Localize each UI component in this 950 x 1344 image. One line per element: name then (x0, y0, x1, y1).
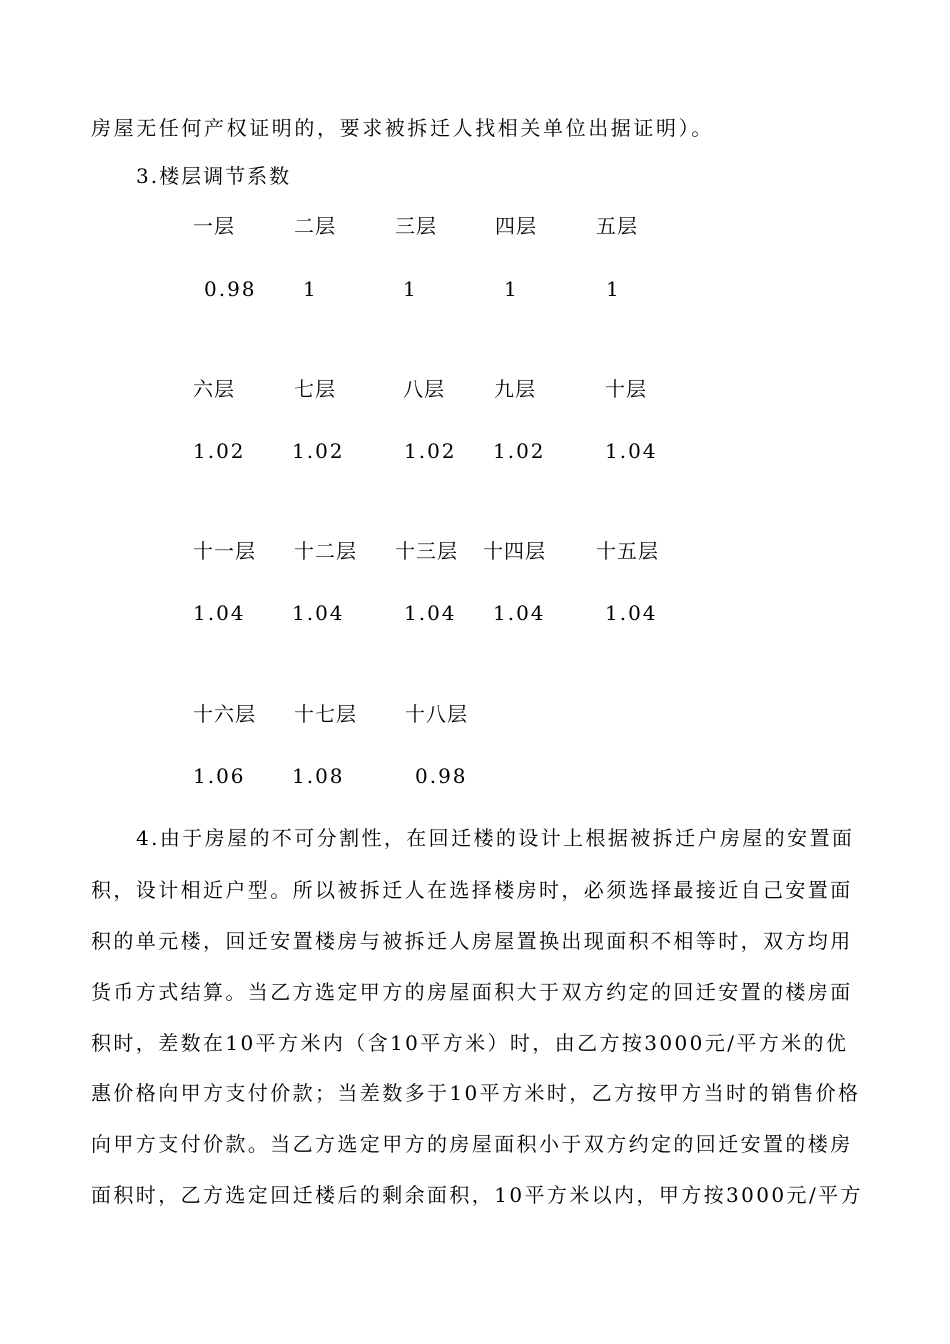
section4-line: 积，设计相近户型。所以被拆迁人在选择楼房时，必须选择最接近自己安置面 (91, 878, 853, 902)
floor-coefficient-value: 1.02 (292, 439, 345, 463)
floor-coefficient-value: 1 (403, 277, 418, 301)
section4-line: 积时，差数在10平方米内（含10平方米）时，由乙方按3000元/平方米的优 (91, 1031, 849, 1055)
floor-coefficient-value: 1.06 (193, 764, 246, 788)
floor-coefficient-value: 1.04 (292, 601, 345, 625)
floor-label: 八层 (403, 377, 445, 401)
floor-coefficient-value: 1.04 (193, 601, 246, 625)
section4-line: 面积时，乙方选定回迁楼后的剩余面积，10平方米以内，甲方按3000元/平方 (91, 1183, 863, 1207)
floor-coefficient-value: 1.08 (292, 764, 345, 788)
floor-coefficient-value: 1.02 (404, 439, 457, 463)
floor-coefficient-value: 1.04 (404, 601, 457, 625)
floor-label: 十二层 (294, 539, 357, 563)
section4-line: 4.由于房屋的不可分割性，在回迁楼的设计上根据被拆迁户房屋的安置面 (136, 826, 855, 850)
section4-line: 积的单元楼，回迁安置楼房与被拆迁人房屋置换出现面积不相等时，双方均用 (91, 929, 853, 953)
floor-coefficient-value: 1.02 (493, 439, 546, 463)
floor-coefficient-value: 1 (303, 277, 318, 301)
floor-coefficient-value: 1 (606, 277, 621, 301)
floor-coefficient-value: 1 (504, 277, 519, 301)
floor-label: 四层 (495, 214, 537, 238)
intro-line: 房屋无任何产权证明的，要求被拆迁人找相关单位出据证明）。 (91, 116, 714, 140)
floor-coefficient-value: 0.98 (415, 764, 468, 788)
section4-line: 货币方式结算。当乙方选定甲方的房屋面积大于双方约定的回迁安置的楼房面 (91, 980, 853, 1004)
floor-label: 十四层 (483, 539, 546, 563)
floor-label: 三层 (395, 214, 437, 238)
floor-coefficient-value: 1.04 (493, 601, 546, 625)
floor-label: 五层 (596, 214, 638, 238)
section4-line: 向甲方支付价款。当乙方选定甲方的房屋面积小于双方约定的回迁安置的楼房 (91, 1132, 853, 1156)
floor-label: 七层 (294, 377, 336, 401)
floor-coefficient-value: 1.02 (193, 439, 246, 463)
section3-heading: 3.楼层调节系数 (136, 164, 292, 188)
floor-coefficient-value: 1.04 (605, 439, 658, 463)
floor-label: 十六层 (193, 702, 256, 726)
floor-coefficient-value: 0.98 (204, 277, 257, 301)
floor-label: 十五层 (596, 539, 659, 563)
floor-label: 一层 (193, 214, 235, 238)
floor-coefficient-value: 1.04 (605, 601, 658, 625)
floor-label: 十层 (605, 377, 647, 401)
section4-line: 惠价格向甲方支付价款；当差数多于10平方米时，乙方按甲方当时的销售价格 (91, 1081, 861, 1105)
floor-label: 十一层 (193, 539, 256, 563)
floor-label: 二层 (294, 214, 336, 238)
floor-label: 九层 (494, 377, 536, 401)
floor-label: 十七层 (294, 702, 357, 726)
floor-label: 十三层 (395, 539, 458, 563)
floor-label: 十八层 (405, 702, 468, 726)
floor-label: 六层 (193, 377, 235, 401)
